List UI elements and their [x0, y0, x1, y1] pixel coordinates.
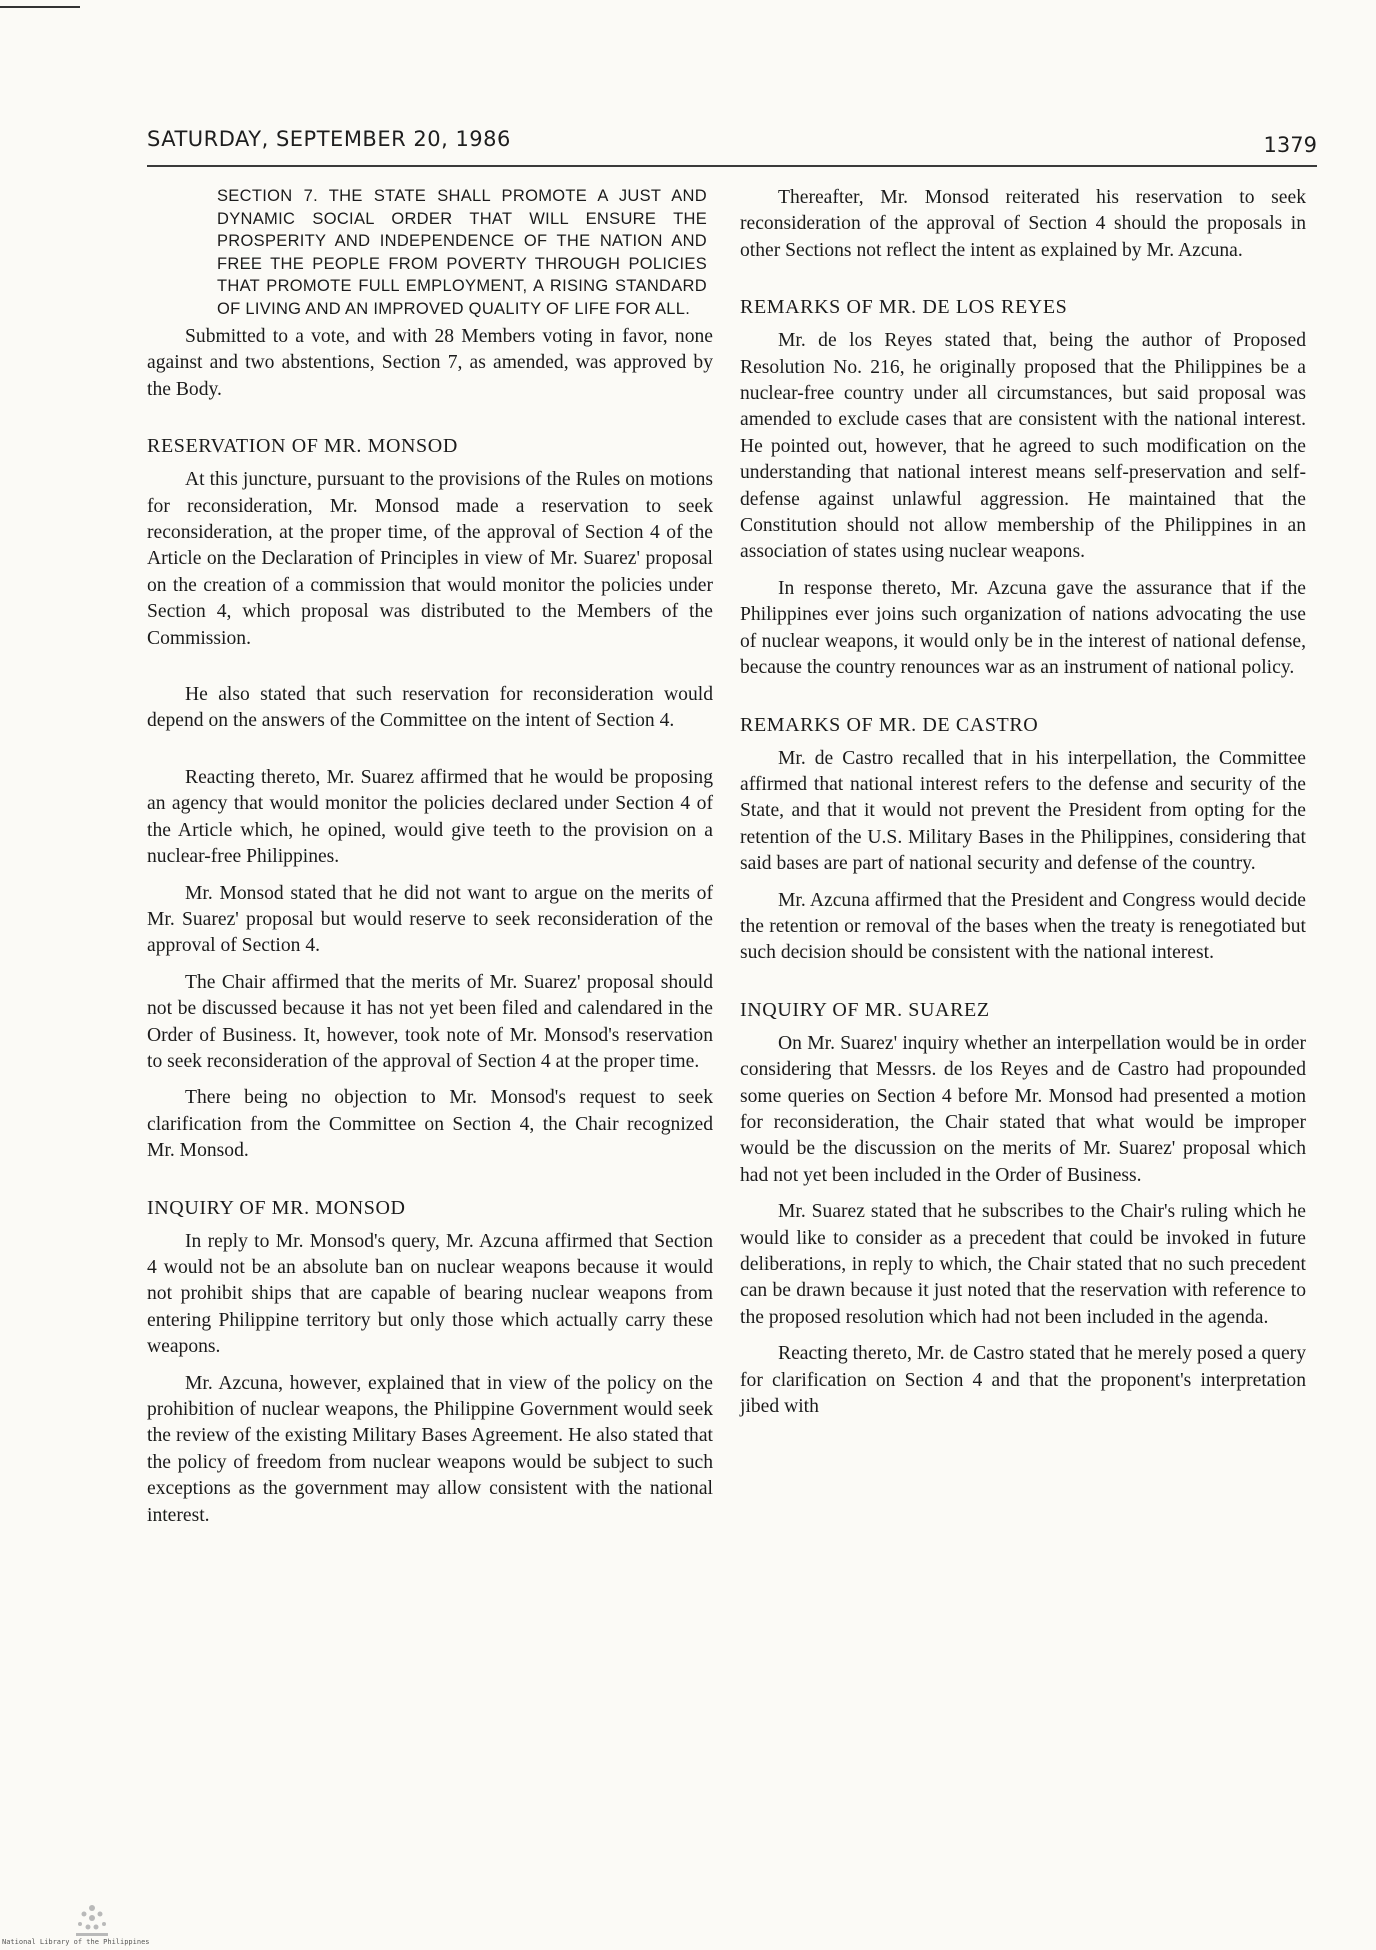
heading-inquiry-monsod: INQUIRY OF MR. MONSOD [147, 1196, 406, 1219]
reservation-paragraph-1: At this juncture, pursuant to the provisions of the Rules on motions for reconsideration, Mr. Monsod made a reservation to seek reconsideration, at the proper time, of the approval of Section 4 of the Article on the Declaration of Principles in view of Mr. Suarez' proposal on the creation of a commission that would monitor the policies under Section 4, which proposal was distributed to the Members of the Commission. [147, 469, 713, 649]
de-castro-paragraph-1: Mr. de Castro recalled that in his interpellation, the Committee affirmed that national interest refers to the defense and security of the State, and that it would not prevent the President from opting for the retention of the U.S. Military Bases in the Philippines, considering that said bases are part of national security and defense of the country. [740, 747, 1306, 875]
header-rule [147, 165, 1317, 167]
right-column [740, 185, 1306, 1430]
heading-reservation-monsod: RESERVATION OF MR. MONSOD [147, 435, 458, 458]
top-edge-rule [0, 6, 80, 8]
monsod-reiteration-paragraph: Thereafter, Mr. Monsod reiterated his reservation to seek reconsideration of the approval of Section 4 should the proposals in other Sections not reflect the intent as explained by Mr. Azcuna. [740, 187, 1306, 261]
heading-remarks-de-los-reyes: REMARKS OF MR. DE LOS REYES [740, 296, 1068, 319]
section-7-text: SECTION 7. THE STATE SHALL PROMOTE A JUST AND DYNAMIC SOCIAL ORDER THAT WILL ENSURE THE PROSPERITY AND INDEPENDENCE OF THE NATION AND FREE THE PEOPLE FROM POVERTY THROUGH POLICIES THAT PROMOTE FULL EMPLOYMENT, A RISING STANDARD OF LIVING AND AN IMPROVED QUALITY OF LIFE FOR ALL. [217, 187, 707, 318]
reservation-paragraph-4: Mr. Monsod stated that he did not want to argue on the merits of Mr. Suarez' proposal but would reserve to seek reconsideration of the approval of Section 4. [147, 882, 713, 957]
de-castro-paragraph-2: Mr. Azcuna affirmed that the President and Congress would decide the retention or removal of the bases when the treaty is renegotiated but such decision should be consistent with the national interest. [740, 889, 1306, 964]
inquiry-monsod-paragraph-1: In reply to Mr. Monsod's query, Mr. Azcuna affirmed that Section 4 would not be an absolute ban on nuclear weapons because it would not prohibit ships that are capable of bearing nuclear weapons from entering Philippine territory but only those which actually carry these weapons. [147, 1230, 713, 1358]
library-watermark [2, 1900, 312, 1948]
reservation-paragraph-5: The Chair affirmed that the merits of Mr. Suarez' proposal should not be discussed because it has not yet been filed and calendared in the Order of Business. It, however, took note of Mr. Monsod's reservation to seek reconsideration of the approval of Section 4 at the proper time. [147, 971, 713, 1072]
inquiry-suarez-paragraph-3: Reacting thereto, Mr. de Castro stated that he merely posed a query for clarification on Section 4 and that the proponent's interpretation jibed with [740, 1343, 1306, 1418]
inquiry-monsod-paragraph-2: Mr. Azcuna, however, explained that in view of the policy on the prohibition of nuclear weapons, the Philippine Government would seek the review of the existing Military Bases Agreement. He also stated that the policy of freedom from nuclear weapons would be subject to such exceptions as the government may allow consistent with the national interest. [147, 1372, 713, 1526]
left-column [147, 185, 713, 1539]
reservation-paragraph-2: He also stated that such reservation for reconsideration would depend on the answers of the Committee on the intent of Section 4. [147, 684, 713, 732]
header-date: SATURDAY, SEPTEMBER 20, 1986 [147, 127, 511, 151]
page-number: 1379 [1263, 133, 1317, 157]
heading-inquiry-suarez: INQUIRY OF MR. SUAREZ [740, 998, 990, 1021]
heading-remarks-de-castro: REMARKS OF MR. DE CASTRO [740, 713, 1039, 736]
inquiry-suarez-paragraph-1: On Mr. Suarez' inquiry whether an interpellation would be in order considering that Messrs. de los Reyes and de Castro had propounded some queries on Section 4 before Mr. Monsod had presented a motion for reconsideration, the Chair stated that what would be improper would be the discussion on the merits of Mr. Suarez' proposal which had not yet been included in the Order of Business. [740, 1032, 1306, 1186]
library-footer-text: National Library of the Philippines [2, 1938, 150, 1946]
library-seal-icon [62, 1900, 122, 1940]
vote-paragraph: Submitted to a vote, and with 28 Members voting in favor, none against and two abstentions, Section 7, as amended, was approved by the Body. [147, 326, 713, 400]
inquiry-suarez-paragraph-2: Mr. Suarez stated that he subscribes to the Chair's ruling which he would like to consider as a precedent that could be invoked in future deliberations, in reply to which, the Chair stated that no such precedent can be drawn because it just noted that the reservation with reference to the proposed resolution which had not been included in the agenda. [740, 1201, 1306, 1328]
page-header [147, 127, 1317, 167]
de-los-reyes-paragraph-2: In response thereto, Mr. Azcuna gave the assurance that if the Philippines ever joins such organization of nations advocating the use of nuclear weapons, it would only be in the interest of national defense, because the country renounces war as an instrument of national policy. [740, 577, 1306, 679]
de-los-reyes-paragraph-1: Mr. de los Reyes stated that, being the author of Proposed Resolution No. 216, he originally proposed that the Philippines be a nuclear-free country under all circumstances, but said proposal was amended to exclude cases that are consistent with the national interest. He pointed out, however, that he agreed to such modification on the understanding that national interest means self-preservation and self-defense against unlawful aggression. He maintained that the Constitution should not allow membership of the Philippines in an association of states using nuclear weapons. [740, 330, 1306, 563]
reservation-paragraph-6: There being no objection to Mr. Monsod's request to seek clarification from the Committee on Section 4, the Chair recognized Mr. Monsod. [147, 1087, 713, 1162]
reservation-paragraph-3: Reacting thereto, Mr. Suarez affirmed that he would be proposing an agency that would monitor the policies declared under Section 4 of the Article which, he opined, would give teeth to the provision on a nuclear-free Philippines. [147, 766, 713, 868]
